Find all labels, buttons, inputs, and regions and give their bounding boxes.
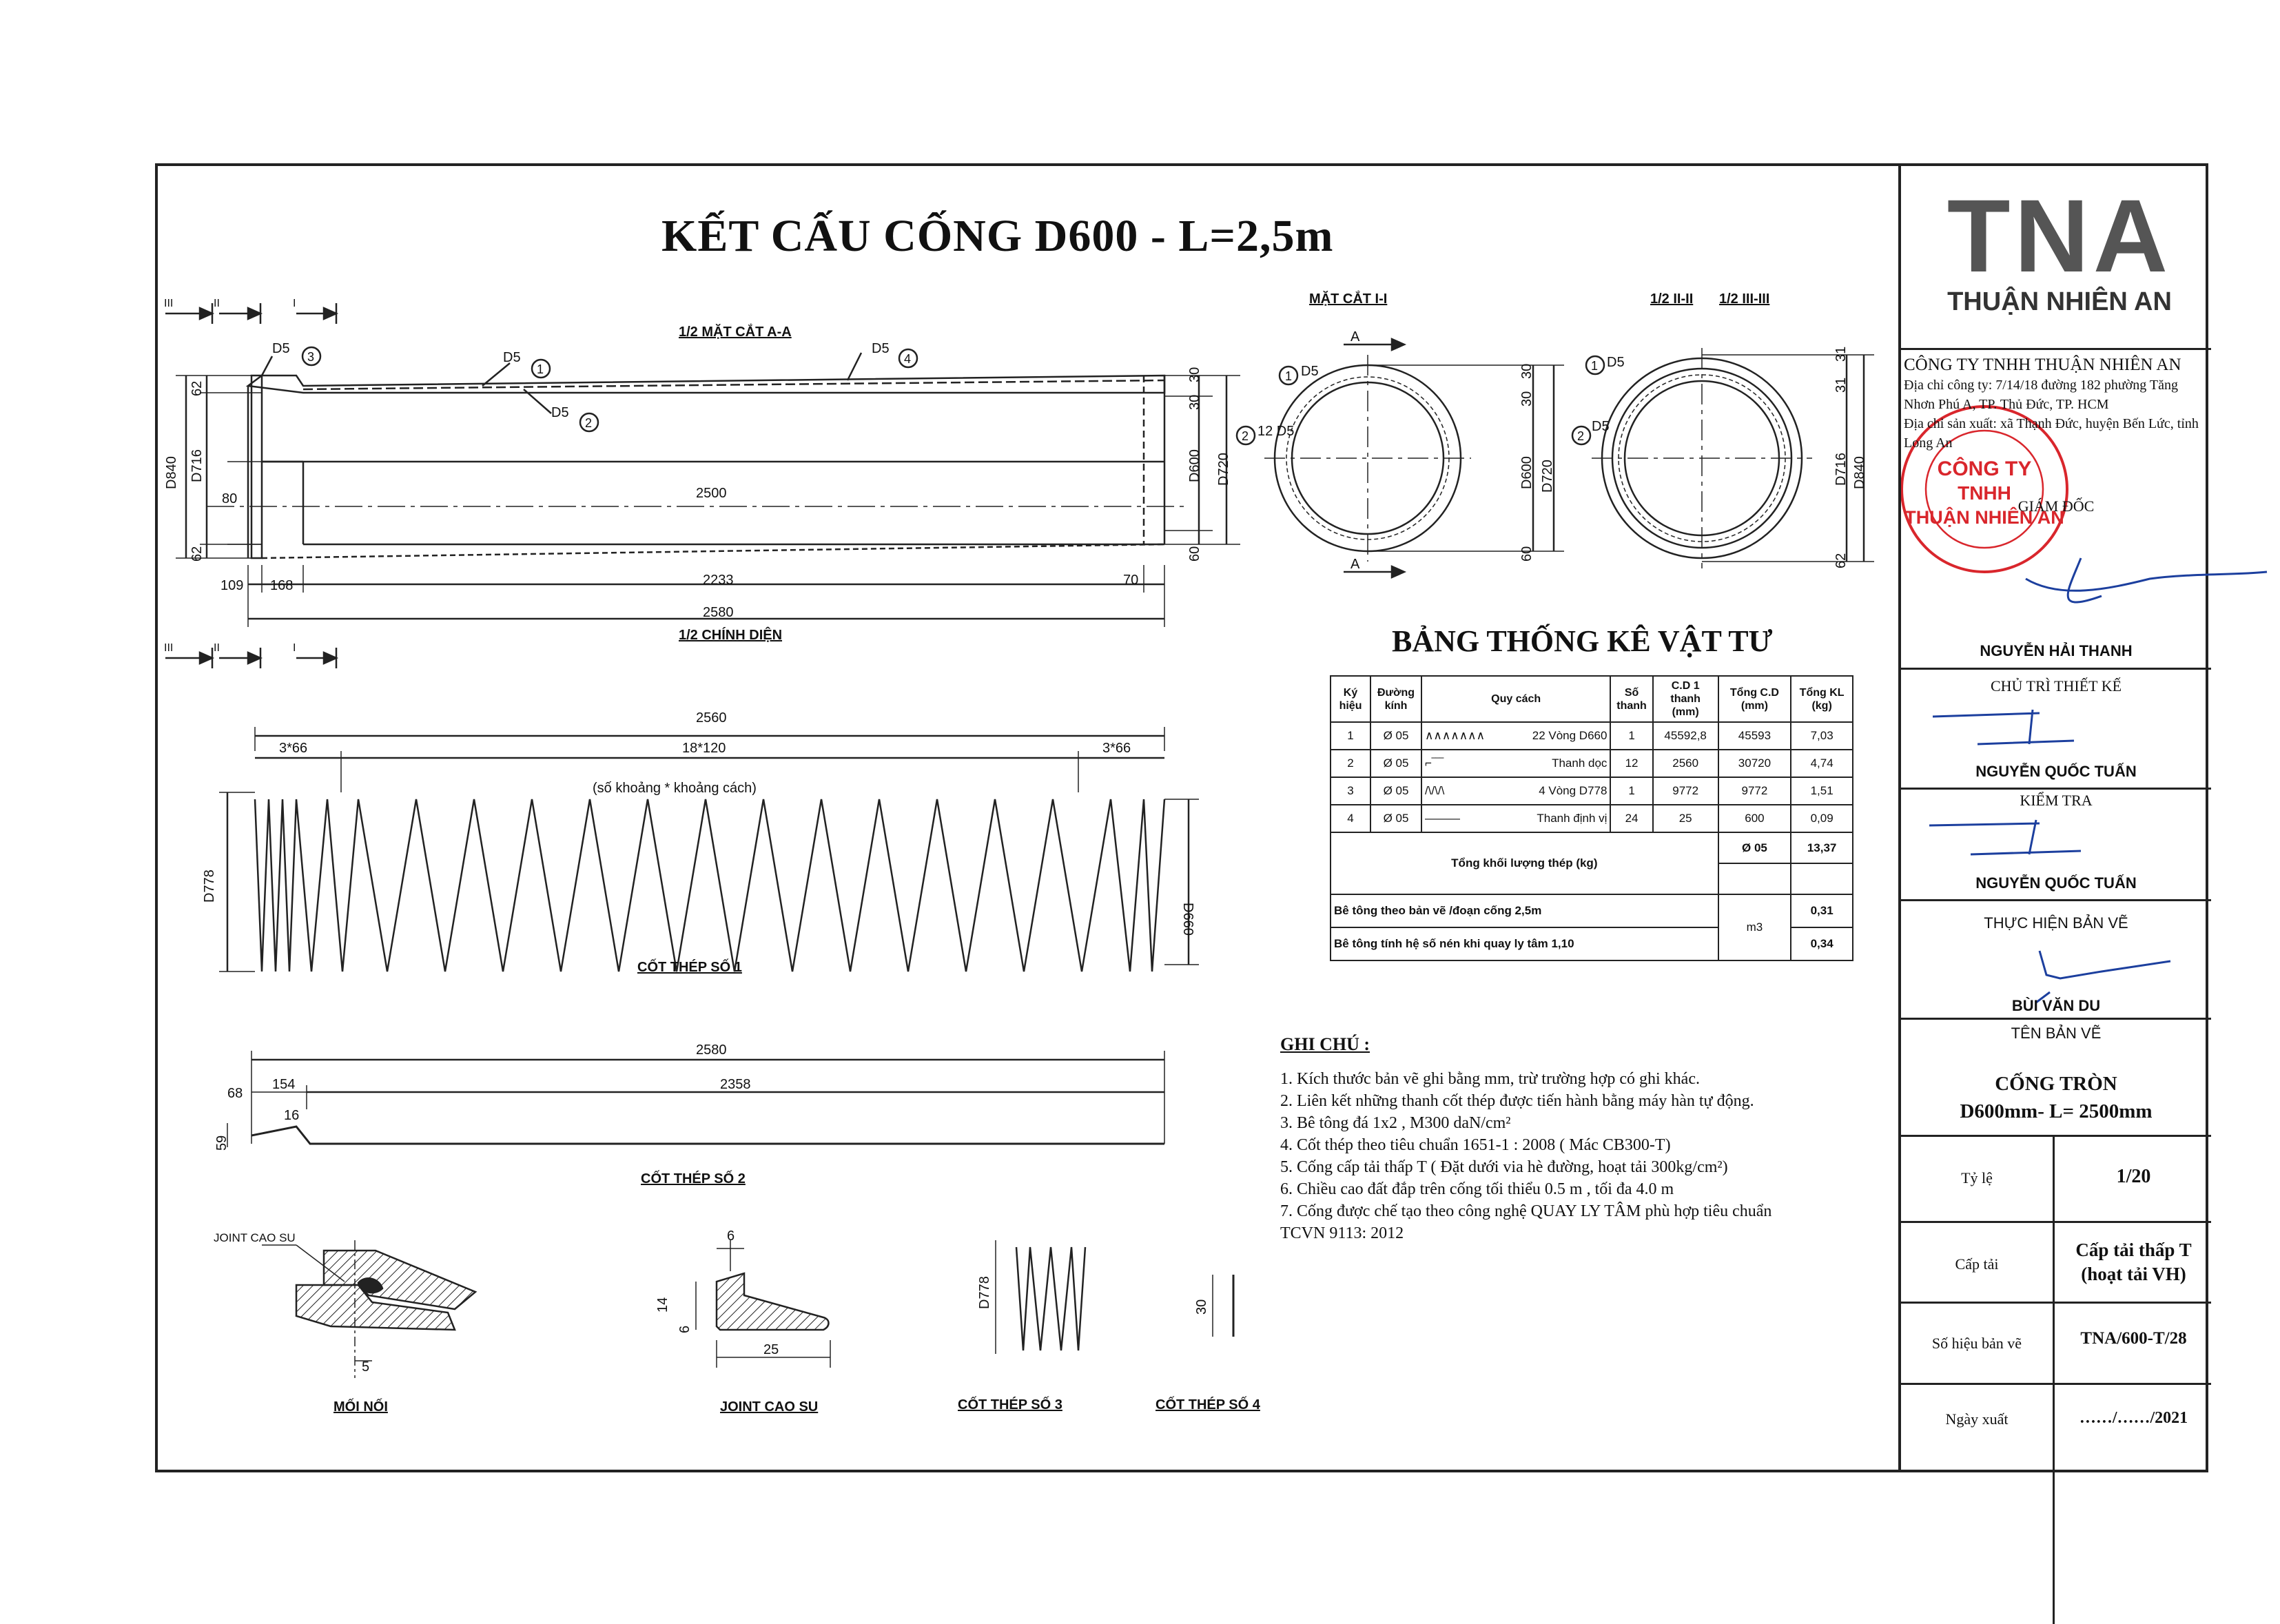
dim-60: 60 [1187,546,1202,562]
date-value: ……/……/2021 [2079,1409,2188,1427]
cell: 9772 [1718,777,1791,805]
table-row-concrete-1 [1331,894,1853,927]
section-marks-top [165,303,336,324]
note-item: TCVN 9113: 2012 [1280,1224,1404,1242]
th-kg: Tổng KL (kg) [1791,676,1853,722]
section-marks-mid [165,648,336,668]
spacer-cell [1791,863,1853,894]
logo-subtitle: THUẬN NHIÊN AN [1947,287,2172,316]
dim-2580: 2580 [703,605,734,620]
dim-30a: 30 [1187,367,1202,382]
dim-70: 70 [1123,573,1139,588]
r3-caption: CỐT THÉP SỐ 3 [958,1397,1062,1412]
note-item: 6. Chiều cao đất đắp trên cống tối thiểu 0.5 m , tối đa 4.0 m [1280,1180,1674,1198]
cell: 3 [1331,777,1370,805]
label-d5-2: D5 [551,405,569,420]
cell: Ø 05 [1370,722,1421,750]
cell: 1,51 [1791,777,1853,805]
r2-2358: 2358 [720,1077,751,1092]
cell: Ø 05 [1370,750,1421,777]
cell: 24 [1610,805,1652,832]
s1-n1: 1 [1285,369,1293,383]
designer-name: NGUYỄN QUỐC TUẤN [1975,763,2137,780]
s2-d840: D840 [1852,456,1867,489]
gasket-h2: 6 [677,1325,692,1333]
cell: Ø 05 [1370,777,1421,805]
stamp-text-3: THUẬN NHIÊN AN [1904,507,2064,528]
gasket-w: 25 [763,1342,779,1357]
view-label-elevation: 1/2 CHÍNH DIỆN [679,628,783,643]
s2-d5-1: D5 [1607,355,1625,370]
cut-mark-1b: I [293,642,296,654]
th-count: Số thanh [1610,676,1652,722]
scale-label: Tỷ lệ [1961,1169,1993,1186]
dim-2233: 2233 [703,573,734,588]
r1-d660: D660 [1180,903,1195,936]
s1-d720: D720 [1540,460,1555,493]
total-label: Tổng khối lượng thép (kg) [1331,832,1718,894]
tb-divider [1901,668,2211,670]
rebar-1-drawing [219,727,1199,972]
dim-168: 168 [270,578,294,593]
gasket-top: 6 [727,1229,735,1244]
cell: 7,03 [1791,722,1853,750]
cell: Thanh dọc [1552,757,1608,770]
rebar-4-drawing [1213,1275,1233,1337]
drawing-name-label: TÊN BẢN VẼ [2011,1025,2102,1042]
view-label-aa: 1/2 MẶT CẮT A-A [679,325,792,340]
cell: 2 [1331,750,1370,777]
r1-right: 3*66 [1102,741,1131,756]
r2-59: 59 [214,1135,229,1151]
r2-154: 154 [272,1077,296,1092]
r2-68: 68 [227,1086,243,1101]
cell: 1 [1331,722,1370,750]
sheet-no-label: Số hiệu bản vẽ [1931,1335,2022,1352]
notes [1280,1034,1887,1244]
label-n1: 1 [537,362,544,376]
drawing-title: KẾT CẤU CỐNG D600 - L=2,5m [661,211,1334,261]
rebar-3-drawing [996,1240,1085,1354]
materials-table [1330,675,1853,961]
s1-60: 60 [1519,546,1534,562]
drawing-name: CỐNG TRÒN [1995,1073,2117,1095]
logo-mark: TNA [1947,178,2173,294]
s2-d716: D716 [1834,453,1849,486]
tb-divider [1901,899,2211,901]
dim-62-top: 62 [189,380,205,396]
cell-spec: ∧∧∧∧∧∧∧ 22 Vòng D660 [1421,722,1610,750]
r1-mid: 18*120 [682,741,726,756]
notes-heading: GHI CHÚ : [1280,1034,1370,1054]
r1-caption: CỐT THÉP SỐ 1 [637,960,742,975]
tb-divider [1901,1221,2211,1223]
cell: 9772 [1653,777,1718,805]
cell: 12 [1610,750,1652,777]
cut-a-bottom: A [1350,557,1360,572]
tb-divider [1901,1383,2211,1385]
cell-spec: /\/\/\ 4 Vòng D778 [1421,777,1610,805]
drafter-role: THỰC HIỆN BẢN VẼ [1984,914,2128,932]
concrete-unit: m3 [1718,894,1791,960]
s1-30b: 30 [1519,391,1534,407]
tb-divider [1901,348,2211,350]
company-name: CÔNG TY TNHH THUẬN NHIÊN AN [1904,356,2181,374]
s2-d5-2: D5 [1592,419,1610,434]
load-value: Cấp tải thấp T [2075,1240,2192,1260]
joint-label: JOINT CAO SU [214,1231,296,1244]
checker-name: NGUYỄN QUỐC TUẤN [1975,874,2137,892]
cut-mark-3: III [164,298,174,309]
r4-30: 30 [1194,1299,1209,1315]
cut-mark-3b: III [164,642,174,654]
label-n3: 3 [307,350,315,364]
date-label: Ngày xuất [1945,1410,2009,1428]
note-item: 3. Bê tông đá 1x2 , M300 daN/cm² [1280,1114,1511,1132]
company-address: Địa chỉ công ty: 7/14/18 đường 182 phường Tăng Nhơn Phú A, TP. Thủ Đức, TP. HCM [1904,378,2178,412]
gasket-caption: JOINT CAO SU [720,1399,819,1415]
cell: 600 [1718,805,1791,832]
section-2-3 [1572,348,1874,568]
cell: 45593 [1718,722,1791,750]
r3-d778: D778 [977,1276,992,1309]
joint-dim: 5 [362,1359,370,1375]
r1-d778: D778 [202,870,217,903]
s2-31b: 31 [1834,377,1849,393]
cell: 45592,8 [1653,722,1718,750]
cell: Ø 05 [1370,805,1421,832]
director-name: NGUYỄN HẢI THANH [1980,642,2133,659]
cell: 22 Vòng D660 [1532,729,1608,742]
dim-2500: 2500 [696,486,727,501]
table-row [1331,722,1853,750]
load-value-2: (hoạt tải VH) [2081,1264,2186,1284]
tb-divider [1901,1302,2211,1304]
concrete1-value: 0,31 [1791,894,1853,927]
table-row-total [1331,832,1853,863]
dim-109: 109 [220,578,244,593]
drafter-name: BÙI VĂN DU [2011,997,2101,1014]
r2-16: 16 [284,1108,300,1123]
load-label: Cấp tải [1955,1255,1999,1273]
rebar-2-drawing [227,1051,1164,1147]
cell-spec: ——— Thanh định vị [1421,805,1610,832]
s2-31a: 31 [1834,346,1849,362]
s1-spacing: 12 D5 [1257,424,1295,439]
cell: 2560 [1653,750,1718,777]
company-info [1904,355,2207,453]
th-dia: Đường kính [1370,676,1421,722]
r1-left: 3*66 [279,741,308,756]
view-label-2-2: 1/2 II-II [1650,291,1694,307]
cut-mark-2b: II [214,642,220,654]
title-block [1898,163,2208,1472]
dim-d600: D600 [1187,449,1202,482]
r1-note: (số khoảng * khoảng cách) [593,781,757,796]
view-label-1-1: MẶT CẮT I-I [1309,291,1388,307]
logo [1922,178,2197,316]
checker-role: KIỂM TRA [2020,792,2093,809]
tb-vertical-divider [2053,1135,2055,1624]
label-n4: 4 [904,352,912,366]
cell: 0,09 [1791,805,1853,832]
tb-divider [1901,1135,2211,1137]
s1-n2: 2 [1242,429,1249,443]
note-item: 7. Cống được chế tạo theo công nghệ QUAY LY TÂM phù hợp tiêu chuẩn [1280,1202,1772,1220]
note-item: 1. Kích thước bản vẽ ghi bằng mm, trừ trường hợp có ghi khác. [1280,1070,1700,1088]
cut-mark-1: I [293,298,296,309]
th-len: C.D 1 thanh (mm) [1653,676,1718,722]
cut-mark-2: II [214,298,220,309]
s2-n1: 1 [1591,359,1599,373]
factory-address: Địa chỉ sản xuất: xã Thạnh Đức, huyện Bến Lức, tỉnh Long An [1904,416,2199,451]
dim-d716: D716 [189,449,205,482]
concrete2-value: 0,34 [1791,927,1853,960]
cell: Thanh định vị [1537,812,1608,825]
scale-value: 1/20 [2116,1166,2151,1187]
cell: 4 Vòng D778 [1539,784,1608,797]
stamp-text-1: CÔNG TY [1937,458,2032,480]
cut-a-top: A [1350,329,1360,345]
cell: 1 [1610,777,1652,805]
cell: 4,74 [1791,750,1853,777]
s1-d600: D600 [1519,456,1534,489]
table-header [1331,676,1853,722]
cell-spec: ⌐‾‾‾ Thanh dọc [1421,750,1610,777]
s1-d5: D5 [1301,364,1319,379]
table-row [1331,805,1853,832]
s1-30a: 30 [1519,363,1534,379]
materials-title: BẢNG THỐNG KÊ VẬT TƯ [1392,624,1773,658]
r1-total: 2560 [696,710,727,726]
director-role: GIÁM ĐỐC [2017,497,2095,515]
total-value: 13,37 [1791,832,1853,863]
r4-caption: CỐT THÉP SỐ 4 [1156,1397,1260,1412]
cell: 25 [1653,805,1718,832]
dim-62-bottom: 62 [189,546,205,562]
tb-divider [1901,788,2211,790]
label-n2: 2 [585,416,593,430]
th-total-len: Tổng C.D (mm) [1718,676,1791,722]
concrete2-label: Bê tông tính hệ số nén khi quay ly tâm 1,10 [1331,927,1718,960]
drawing-name-2: D600mm- L= 2500mm [1960,1100,2153,1122]
gasket-h1: 14 [655,1297,670,1313]
th-spec: Quy cách [1421,676,1610,722]
view-label-3-3: 1/2 III-III [1719,291,1770,307]
spacer-cell [1718,863,1791,894]
total-dia: Ø 05 [1718,832,1791,863]
dim-d720: D720 [1216,453,1231,486]
s2-n2: 2 [1577,429,1585,443]
table-row [1331,750,1853,777]
note-item: 2. Liên kết những thanh cốt thép được tiến hành bằng máy hàn tự động. [1280,1092,1754,1110]
joint-caption: MỐI NỐI [333,1399,388,1415]
dim-d840: D840 [164,456,179,489]
label-d5-1: D5 [503,350,521,365]
table-row [1331,777,1853,805]
designer-role: CHỦ TRÌ THIẾT KẾ [1990,677,2122,695]
r2-caption: CỐT THÉP SỐ 2 [641,1171,746,1186]
joint-detail [262,1240,475,1378]
dim-30b: 30 [1187,394,1202,410]
stamp-text-2: TNHH [1958,482,2011,504]
label-d5-4: D5 [872,341,890,356]
r2-total: 2580 [696,1042,727,1058]
label-d5-3: D5 [272,341,290,356]
s2-62: 62 [1834,553,1849,568]
cell: 4 [1331,805,1370,832]
cell: 30720 [1718,750,1791,777]
th-id: Ký hiệu [1331,676,1370,722]
concrete1-label: Bê tông theo bản vẽ /đoạn cống 2,5m [1331,894,1718,927]
cell: 1 [1610,722,1652,750]
note-item: 5. Cống cấp tải thấp T ( Đặt dưới via hè đường, hoạt tải 300kg/cm²) [1280,1158,1728,1176]
sheet-no-value: TNA/600-T/28 [2080,1329,2187,1348]
note-item: 4. Cốt thép theo tiêu chuẩn 1651-1 : 2008 ( Mác CB300-T) [1280,1136,1671,1154]
tb-divider [1901,1018,2211,1020]
dim-80: 80 [222,491,238,506]
